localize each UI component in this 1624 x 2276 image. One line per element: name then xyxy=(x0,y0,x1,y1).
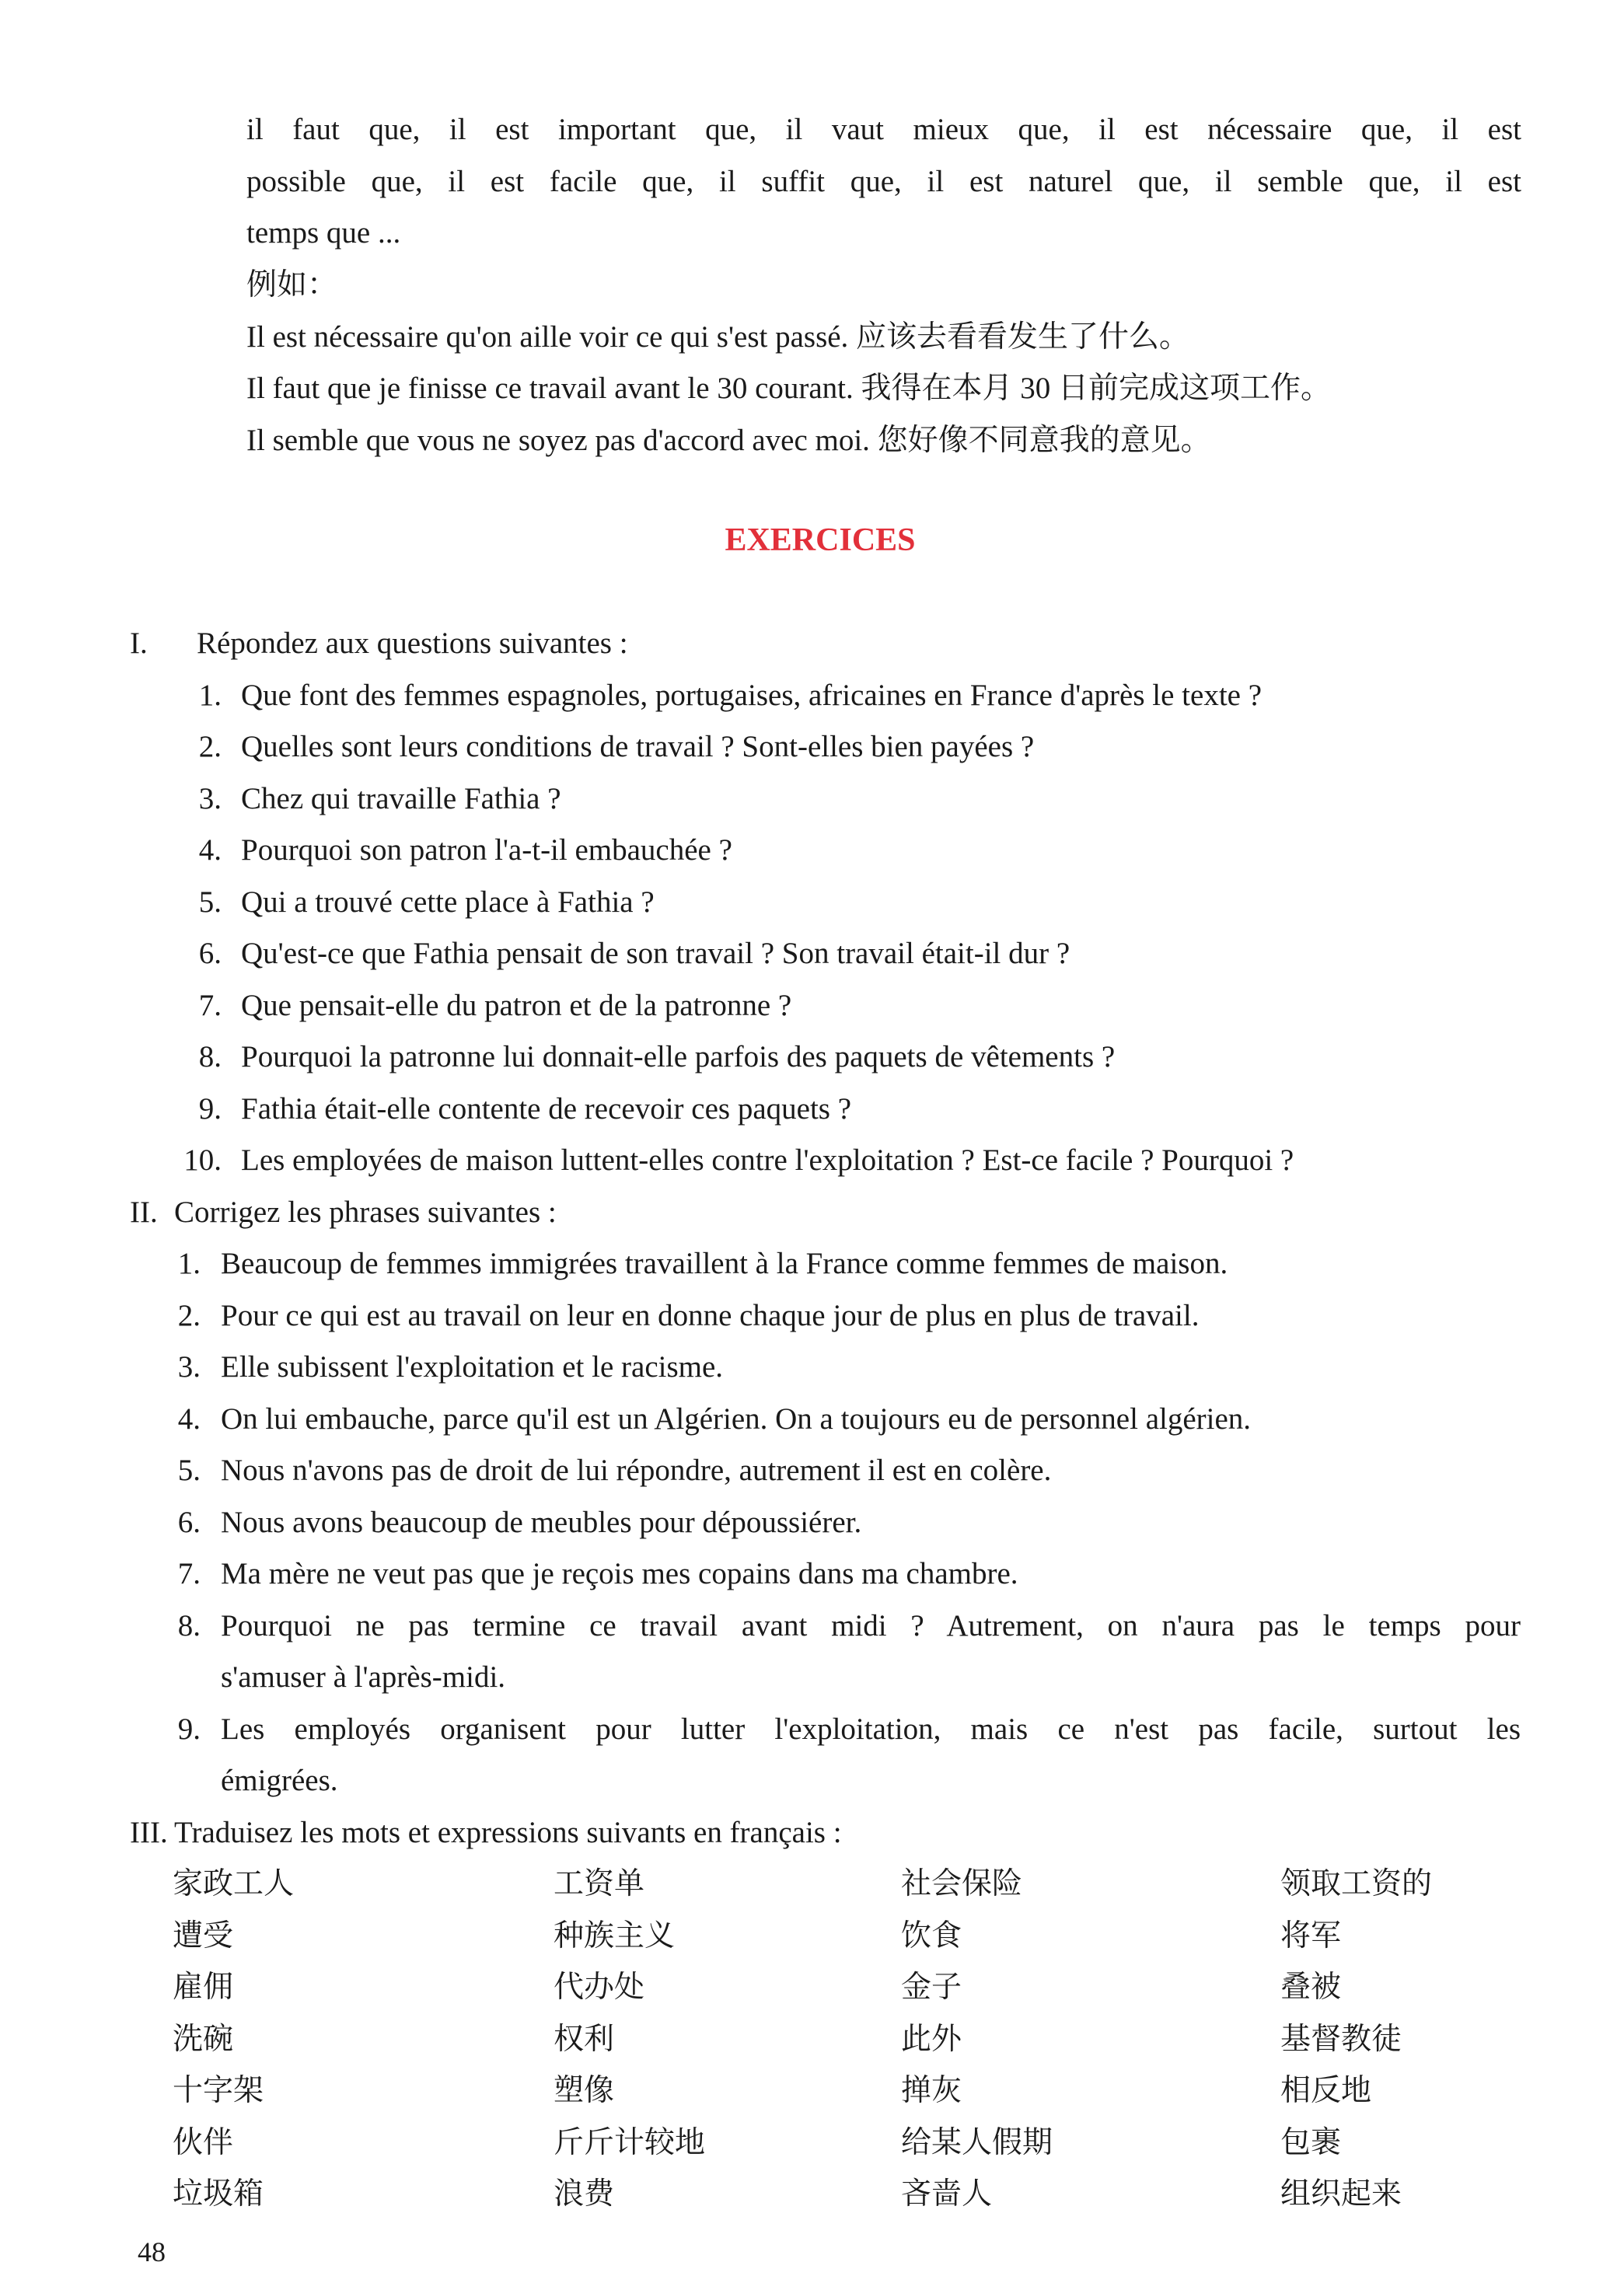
vocabulary-term: 塑像 xyxy=(554,2074,615,2107)
vocabulary-row xyxy=(0,2169,1624,2221)
question-item xyxy=(0,1084,1624,1136)
section-numeral: III. xyxy=(130,1815,168,1849)
vocabulary-term: 斤斤计较地 xyxy=(554,2125,706,2159)
vocabulary-term: 相反地 xyxy=(1280,2074,1372,2107)
item-text: Les employées de maison luttent-elles contre l'exploitation ? Est-ce facile ? Pourquoi ? xyxy=(241,1143,1294,1177)
vocabulary-term: 伙伴 xyxy=(173,2125,234,2159)
item-number: 9. xyxy=(177,1712,201,1746)
vocabulary-term: 种族主义 xyxy=(554,1918,676,1953)
item-text: On lui embauche, parce qu'il est un Algérien. On a toujours eu de personnel algérien. xyxy=(221,1402,1252,1436)
item-number: 3. xyxy=(198,781,222,815)
question-item xyxy=(0,670,1624,722)
vocabulary-term: 雇佣 xyxy=(173,1971,234,2004)
vocabulary-row xyxy=(0,2117,1624,2170)
item-text: Nous n'avons pas de droit de lui répondre, autrement il est en colère. xyxy=(221,1454,1052,1487)
exercises xyxy=(0,618,1624,2221)
item-text: Ma mère ne veut pas que je reçois mes copains dans ma chambre. xyxy=(221,1557,1018,1590)
vocabulary-term: 叠被 xyxy=(1280,1971,1342,2004)
vocabulary-term: 遭受 xyxy=(173,1918,234,1953)
item-number: 8. xyxy=(198,1040,222,1073)
intro-line: possible que, il est facile que, il suffit que, il est naturel que, il semble que, il est xyxy=(246,164,1521,198)
item-number: 1. xyxy=(198,678,222,712)
correction-item xyxy=(0,1548,1624,1601)
example-sentence: Il est nécessaire qu'on aille voir ce qui s'est passé. 应该去看看发生了什么。 xyxy=(246,319,1190,354)
item-number: 4. xyxy=(198,833,222,867)
example-label: 例如： xyxy=(246,268,338,302)
correction-item xyxy=(0,1290,1624,1342)
vocabulary-term: 浪费 xyxy=(554,2177,615,2211)
item-text: Pourquoi son patron l'a-t-il embauchée ? xyxy=(241,833,732,867)
vocabulary-term: 掸灰 xyxy=(901,2074,962,2107)
exercises-title: EXERCICES xyxy=(725,522,916,558)
vocabulary-term: 组织起来 xyxy=(1280,2177,1402,2211)
item-number: 7. xyxy=(177,1557,201,1590)
item-number: 6. xyxy=(177,1505,201,1539)
item-text: Pour ce qui est au travail on leur en donne chaque jour de plus en plus de travail. xyxy=(221,1298,1200,1332)
correction-item xyxy=(0,1394,1624,1446)
vocabulary-term: 权利 xyxy=(554,2022,615,2056)
question-item xyxy=(0,773,1624,826)
question-item xyxy=(0,1032,1624,1084)
section-heading xyxy=(0,1807,1624,1859)
examples-block xyxy=(246,260,1521,466)
vocabulary-term: 饮食 xyxy=(901,1918,962,1953)
question-item xyxy=(0,877,1624,929)
item-number: 4. xyxy=(177,1402,201,1436)
item-number: 2. xyxy=(198,730,222,763)
correction-item-continuation xyxy=(0,1652,1624,1704)
vocabulary-term: 金子 xyxy=(901,1971,962,2004)
item-text: Pourquoi la patronne lui donnait-elle parfois des paquets de vêtements ? xyxy=(241,1040,1116,1073)
correction-item xyxy=(0,1601,1624,1653)
vocabulary-row xyxy=(0,1962,1624,2014)
item-number: 9. xyxy=(198,1091,222,1126)
question-list xyxy=(0,670,1624,1187)
intro-line: il faut que, il est important que, il vaut mieux que, il est nécessaire que, il est xyxy=(246,113,1521,146)
correction-item-continuation xyxy=(0,1755,1624,1807)
section-instruction: Répondez aux questions suivantes : xyxy=(197,627,628,660)
section-instruction: Corrigez les phrases suivantes : xyxy=(174,1195,557,1229)
vocabulary-term: 十字架 xyxy=(173,2074,264,2107)
item-number: 5. xyxy=(177,1454,201,1487)
example-sentence: Il faut que je finisse ce travail avant le 30 courant. 我得在本月 30 日前完成这项工作。 xyxy=(246,372,1332,405)
section-heading xyxy=(0,1187,1624,1239)
item-number: 8. xyxy=(177,1608,201,1642)
intro-paragraph xyxy=(246,104,1521,260)
section-numeral: I. xyxy=(130,627,148,660)
vocabulary-term: 社会保险 xyxy=(901,1867,1023,1901)
question-item xyxy=(0,980,1624,1032)
item-text: Beaucoup de femmes immigrées travaillent à la France comme femmes de maison. xyxy=(221,1247,1228,1280)
section-heading xyxy=(0,618,1624,670)
item-text: Elle subissent l'exploitation et le racisme. xyxy=(221,1350,724,1384)
item-text: Quelles sont leurs conditions de travail ? Sont-elles bien payées ? xyxy=(241,730,1035,763)
item-number: 2. xyxy=(177,1298,201,1332)
question-item xyxy=(0,721,1624,773)
question-item xyxy=(0,825,1624,877)
vocabulary-term: 此外 xyxy=(901,2022,962,2056)
item-text: Fathia était-elle contente de recevoir ces paquets ? xyxy=(241,1091,852,1126)
item-text: Nous avons beaucoup de meubles pour dépoussiérer. xyxy=(221,1505,862,1539)
item-text: Qui a trouvé cette place à Fathia ? xyxy=(241,885,655,919)
vocabulary-term: 代办处 xyxy=(554,1971,645,2004)
vocabulary-row xyxy=(0,1911,1624,1963)
intro-line: temps que ... xyxy=(246,216,401,250)
question-item xyxy=(0,928,1624,980)
vocabulary-term: 基督教徒 xyxy=(1280,2022,1402,2056)
vocabulary-term: 工资单 xyxy=(554,1867,645,1901)
correction-item xyxy=(0,1342,1624,1394)
question-item xyxy=(0,1135,1624,1187)
item-number: 3. xyxy=(177,1350,201,1384)
vocabulary-term: 领取工资的 xyxy=(1280,1867,1433,1901)
item-text: Les employés organisent pour lutter l'exploitation, mais ce n'est pas facile, surtout les xyxy=(221,1712,1521,1746)
correction-list xyxy=(0,1238,1624,1807)
item-number: 6. xyxy=(198,937,222,970)
correction-item xyxy=(0,1704,1624,1756)
correction-item xyxy=(0,1238,1624,1290)
section-numeral: II. xyxy=(130,1195,158,1229)
vocabulary-row xyxy=(0,2065,1624,2117)
item-number: 5. xyxy=(198,885,222,919)
item-text: Qu'est-ce que Fathia pensait de son travail ? Son travail était-il dur ? xyxy=(241,937,1070,970)
item-text: Pourquoi ne pas termine ce travail avant midi ? Autrement, on n'aura pas le temps pour xyxy=(221,1608,1521,1642)
item-number: 1. xyxy=(177,1247,201,1280)
example-sentence: Il semble que vous ne soyez pas d'accord avec moi. 您好像不同意我的意见。 xyxy=(246,423,1211,457)
item-text-continuation: s'amuser à l'après-midi. xyxy=(221,1660,506,1694)
correction-item xyxy=(0,1445,1624,1497)
vocabulary-term: 家政工人 xyxy=(173,1867,295,1901)
item-number: 7. xyxy=(198,988,222,1022)
vocabulary-row xyxy=(0,1859,1624,1911)
item-text: Chez qui travaille Fathia ? xyxy=(241,781,561,815)
item-text-continuation: émigrées. xyxy=(221,1764,338,1797)
page-number: 48 xyxy=(138,2236,166,2267)
vocabulary-grid xyxy=(0,1859,1624,2221)
section-instruction: Traduisez les mots et expressions suivants en français : xyxy=(174,1815,842,1849)
vocabulary-term: 吝啬人 xyxy=(901,2177,993,2211)
vocabulary-term: 将军 xyxy=(1280,1918,1342,1953)
vocabulary-term: 垃圾箱 xyxy=(173,2177,264,2211)
item-text: Que pensait-elle du patron et de la patronne ? xyxy=(241,988,792,1022)
correction-item xyxy=(0,1497,1624,1549)
vocabulary-row xyxy=(0,2014,1624,2066)
vocabulary-term: 给某人假期 xyxy=(901,2125,1053,2159)
vocabulary-term: 包裹 xyxy=(1280,2125,1342,2159)
vocabulary-term: 洗碗 xyxy=(173,2022,234,2056)
item-text: Que font des femmes espagnoles, portugaises, africaines en France d'après le texte ? xyxy=(241,678,1263,712)
item-number: 10. xyxy=(183,1143,222,1177)
